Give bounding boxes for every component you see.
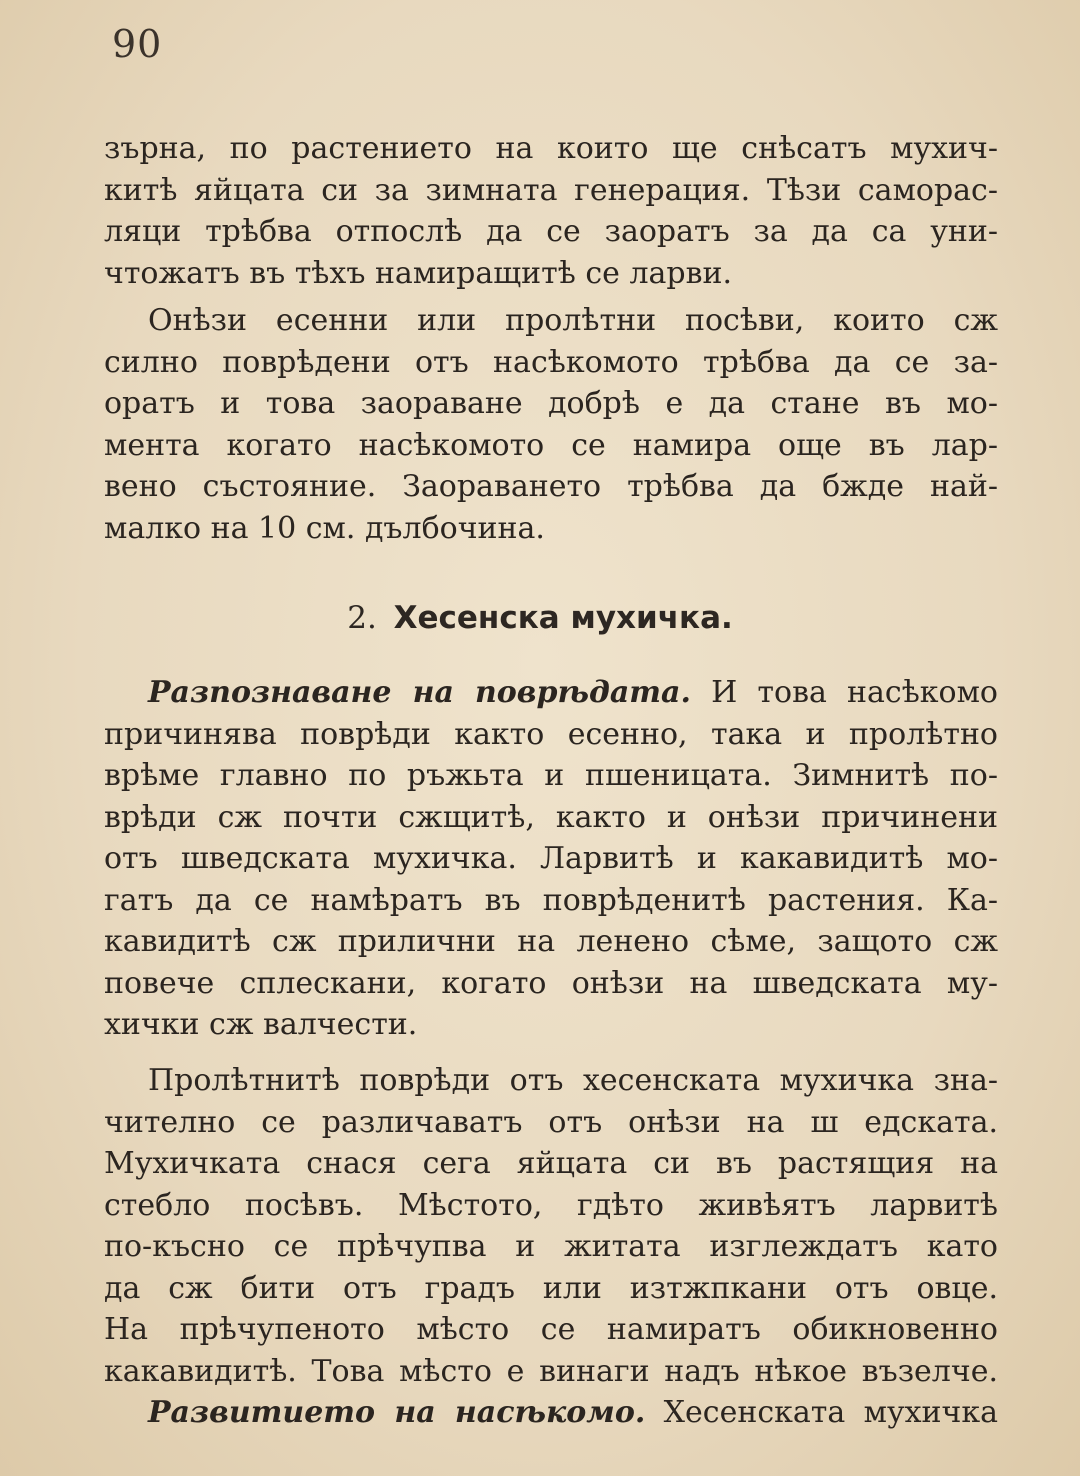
paragraph-2 [104,300,998,549]
paragraph-4 [104,1060,998,1392]
italic-lead: Развитието на насѣкомо. [148,1395,646,1430]
text-line: мента когато насѣкомото се намира още въ лар- [104,427,998,463]
text-line: кавидитѣ сж прилични на ленено сѣме, защото сж [104,924,998,959]
text-line: На прѣчупеното мѣсто се намиратъ обикновенно [104,1312,998,1347]
text-line [104,672,998,714]
text-line: ляци трѣбва отпослѣ да се заоратъ за да са уни- [104,214,998,249]
text-line: врѣди сж почти сжщитѣ, както и онѣзи причинени [104,799,998,835]
text-line: по-късно се прѣчупва и житата изглеждатъ като [104,1229,998,1264]
text-line: вено състояние. Заораването трѣбва да бжде най- [104,469,998,504]
italic-lead: Разпознаване на поврѣдата. [148,675,691,710]
text-line: стебло посѣвъ. Мѣстото, гдѣто живѣятъ ларвитѣ [104,1187,998,1223]
text-line: гатъ да се намѣратъ въ поврѣденитѣ растения. Ка- [104,882,998,918]
text-line: китѣ яйцата си за зимната генерация. Тѣзи самораc- [104,172,998,208]
text-line: чително се различаватъ отъ онѣзи на ш едската. [104,1104,998,1140]
text-line: Онѣзи есенни или пролѣтни посѣви, които сж [148,303,998,338]
text-line: какавидитѣ. Това мѣсто е винаги надъ нѣкое възелче. [104,1353,998,1389]
text-line: повече сплескани, когато онѣзи на шведската му- [104,965,998,1001]
text-line: оратъ и това заораване добрѣ е да стане въ мо- [104,386,998,421]
text-line: причинява поврѣди както есенно, така и пролѣтно [104,716,998,752]
text-run: Хесенската мухичка [663,1395,998,1430]
page-number: 90 [112,22,163,66]
text-line: Пролѣтнитѣ поврѣди отъ хесенската мухичка зна- [148,1063,998,1098]
section-heading [0,600,1080,636]
text-run: И това насѣкомо [711,675,998,710]
section-title: Хесенска мухичка. [393,600,733,636]
text-line: силно поврѣдени отъ насѣкомото трѣбва да се за- [104,344,998,380]
text-line: малко на 10 см. дълбочина. [104,510,545,546]
paragraph-1 [104,128,998,294]
text-line: чтожатъ въ тѣхъ намиращитѣ се ларви. [104,255,733,291]
text-line: врѣме главно по ръжьта и пшеницата. Зимнитѣ по- [104,758,998,793]
text-line: отъ шведската мухичка. Ларвитѣ и какавидитѣ мо- [104,841,998,876]
section-number: 2. [347,600,377,636]
paragraph-5 [104,1392,998,1434]
text-line: Мухичката снася сега яйцата си въ растящия на [104,1146,998,1181]
paragraph-3 [104,672,998,1046]
text-line [104,1392,998,1434]
text-line: зърна, по растението на които ще снѣсатъ мухич- [104,131,998,166]
text-line: хички сж валчести. [104,1007,418,1042]
text-line: да сж бити отъ градъ или изтжпкани отъ овце. [104,1270,998,1306]
